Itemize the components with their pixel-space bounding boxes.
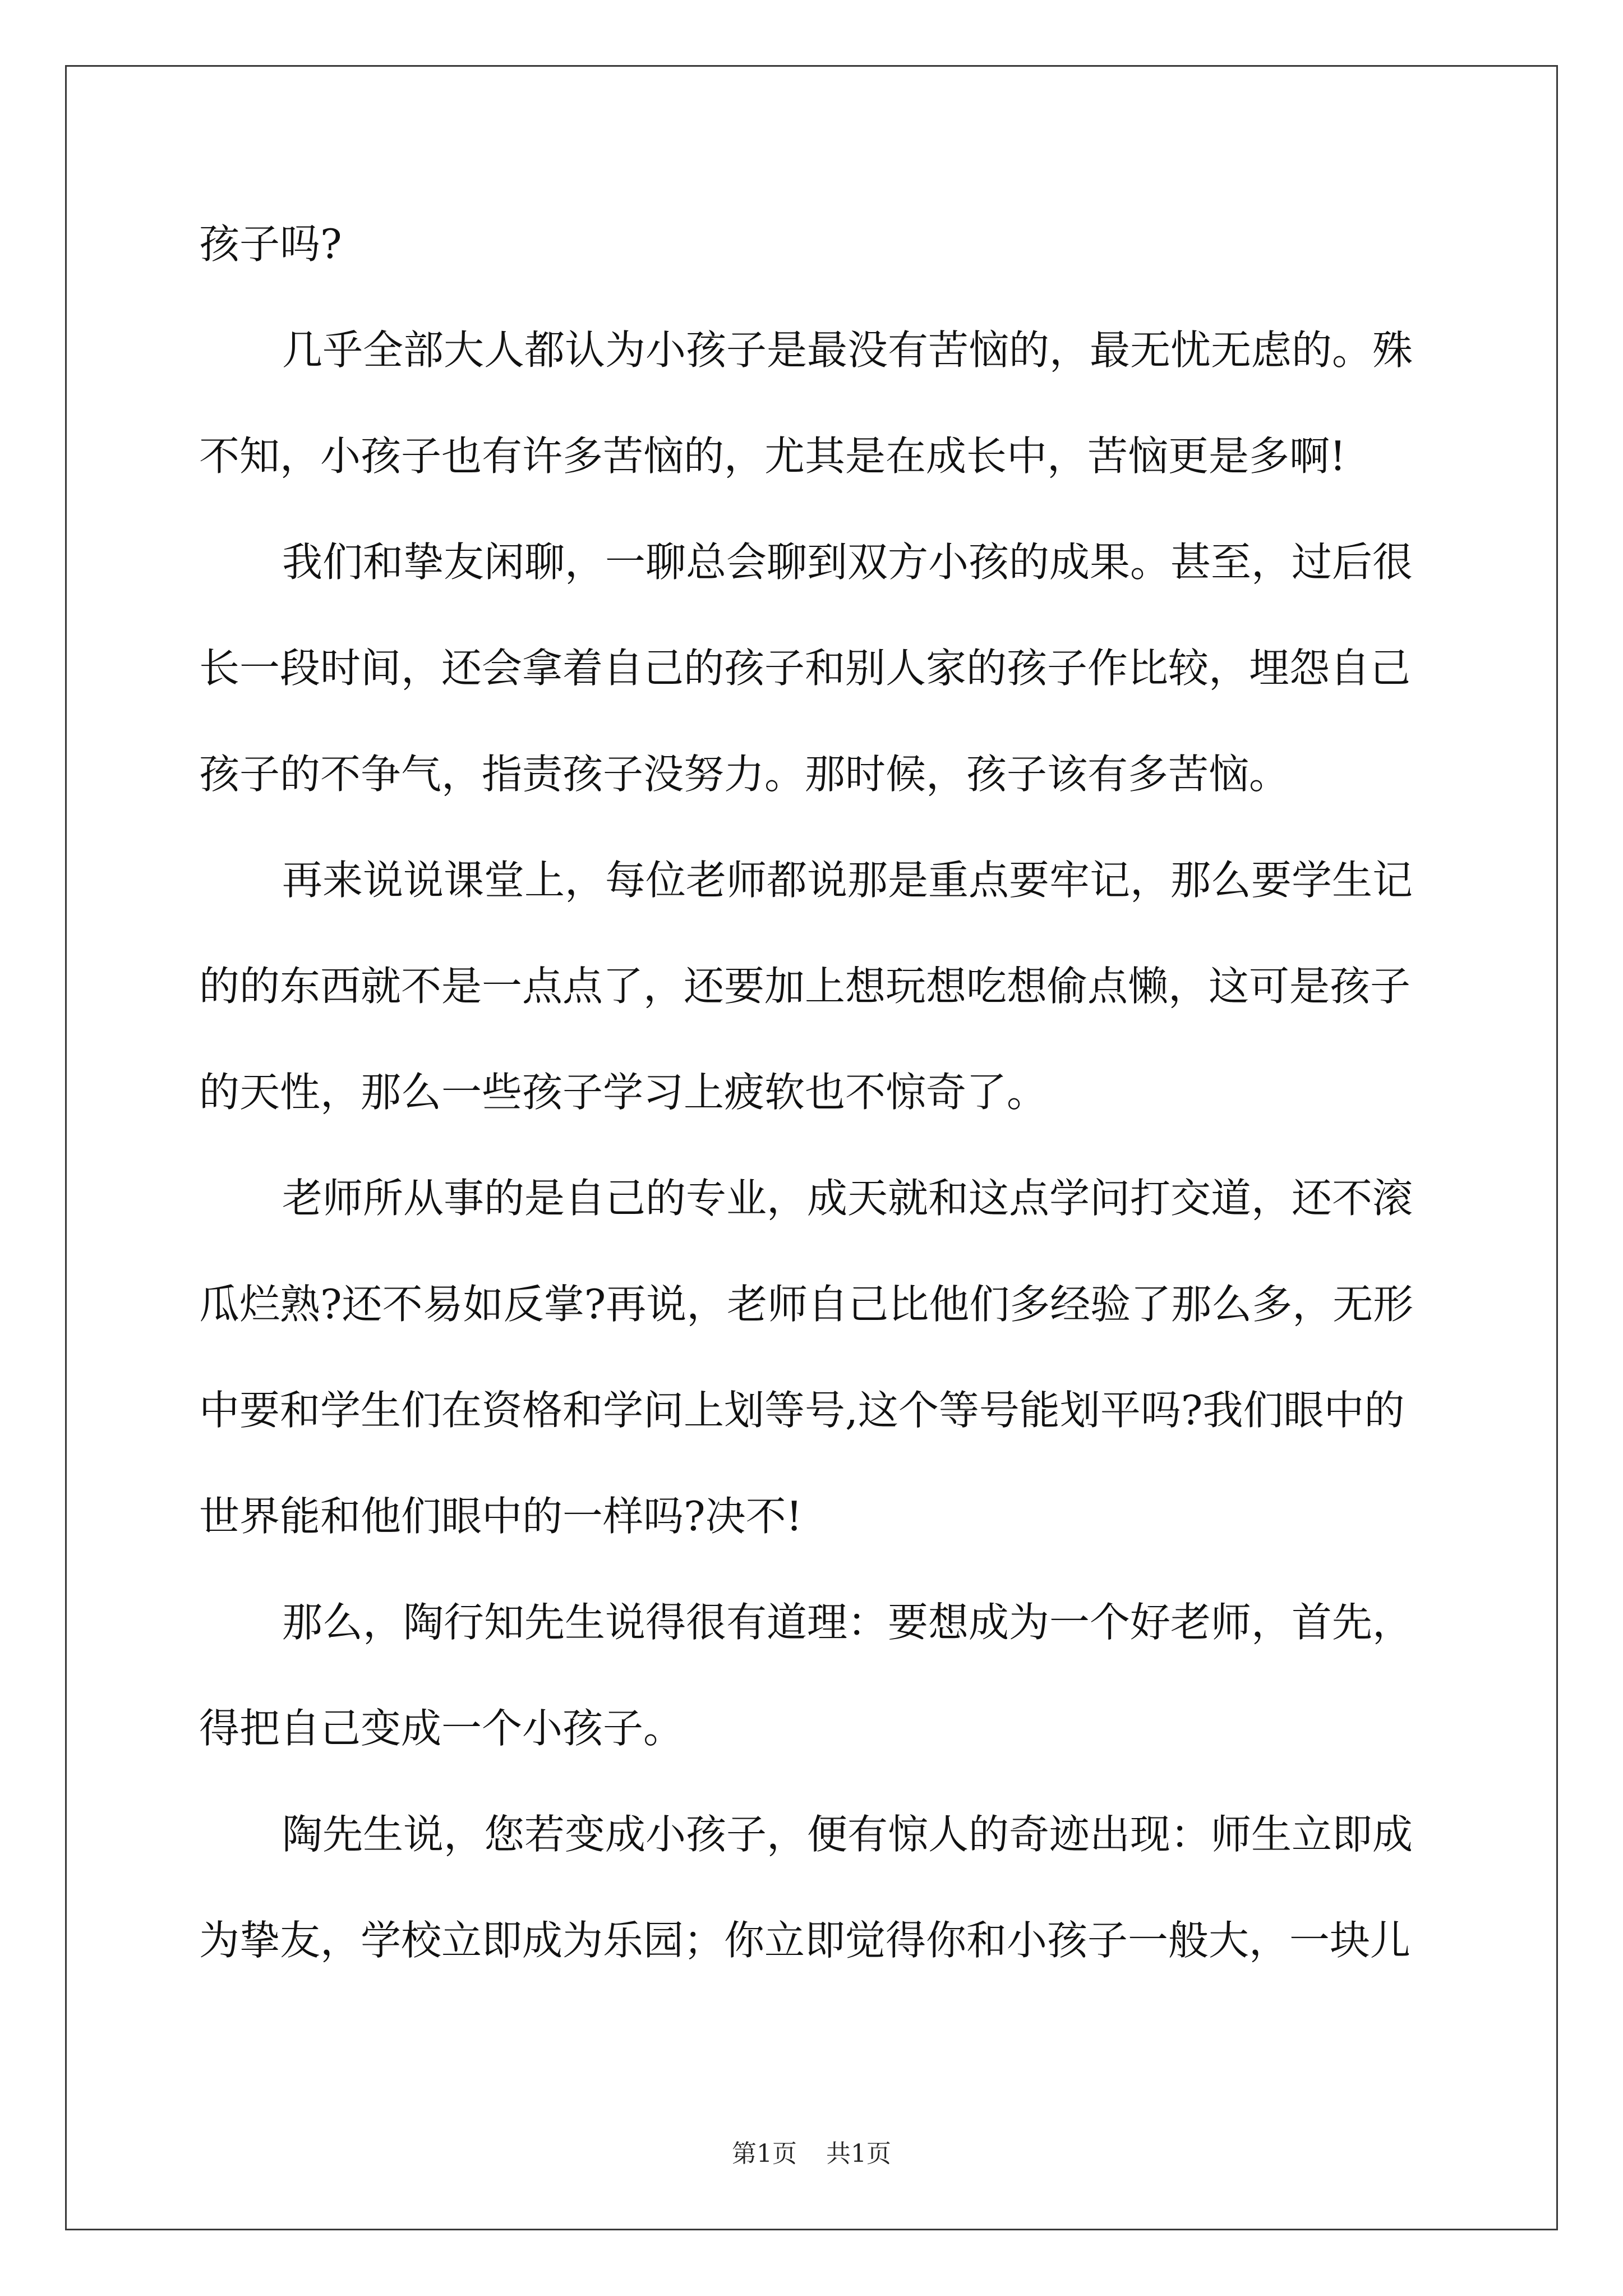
paragraph-3 [199, 531, 1433, 805]
text-line: 老师所从事的是自己的专业，成天就和这点学问打交道，还不滚 [282, 1175, 1413, 1222]
paragraph-2 [199, 319, 1433, 487]
text-line: 孩子的不争气，指责孩子没努力。那时候，孩子该有多苦恼。 [199, 751, 1290, 798]
text-line: 孩子吗? [199, 220, 342, 268]
text-line: 那么，陶行知先生说得很有道理：要想成为一个好老师，首先， [282, 1599, 1413, 1646]
text-line: 的天性，那么一些孩子学习上疲软也不惊奇了。 [199, 1069, 1048, 1116]
text-line: 不知，小孩子也有许多苦恼的，尤其是在成长中，苦恼更是多啊! [199, 432, 1346, 480]
paragraph-5 [199, 1167, 1433, 1547]
page-number-current: 第1页 [732, 2139, 797, 2168]
text-line: 瓜烂熟?还不易如反掌?再说，老师自己比他们多经验了那么多，无形 [199, 1281, 1414, 1328]
text-line: 长一段时间，还会拿着自己的孩子和别人家的孩子作比较，埋怨自己 [199, 645, 1411, 692]
text-line: 陶先生说，您若变成小孩子，便有惊人的奇迹出现：师生立即成 [282, 1811, 1413, 1858]
document-body [199, 213, 1433, 1971]
paragraph-4 [199, 849, 1433, 1123]
text-line: 为挚友，学校立即成为乐园；你立即觉得你和小孩子一般大，一块儿 [199, 1917, 1411, 1964]
page-number-total: 共1页 [826, 2139, 891, 2168]
paragraph-1 [199, 213, 1433, 275]
text-line: 世界能和他们眼中的一样吗?决不! [199, 1493, 803, 1540]
text-line: 得把自己变成一个小孩子。 [199, 1705, 684, 1752]
text-line: 几乎全部大人都认为小孩子是最没有苦恼的，最无忧无虑的。殊 [282, 326, 1413, 374]
page-footer [0, 2137, 1623, 2171]
paragraph-7 [199, 1803, 1433, 1971]
text-line: 我们和挚友闲聊，一聊总会聊到双方小孩的成果。甚至，过后很 [282, 539, 1413, 586]
paragraph-6 [199, 1591, 1433, 1759]
text-line: 中要和学生们在资格和学问上划等号,这个等号能划平吗?我们眼中的 [199, 1387, 1405, 1434]
text-line: 再来说说课堂上，每位老师都说那是重点要牢记，那么要学生记 [282, 857, 1413, 904]
text-line: 的的东西就不是一点点了，还要加上想玩想吃想偷点懒，这可是孩子 [199, 963, 1411, 1010]
